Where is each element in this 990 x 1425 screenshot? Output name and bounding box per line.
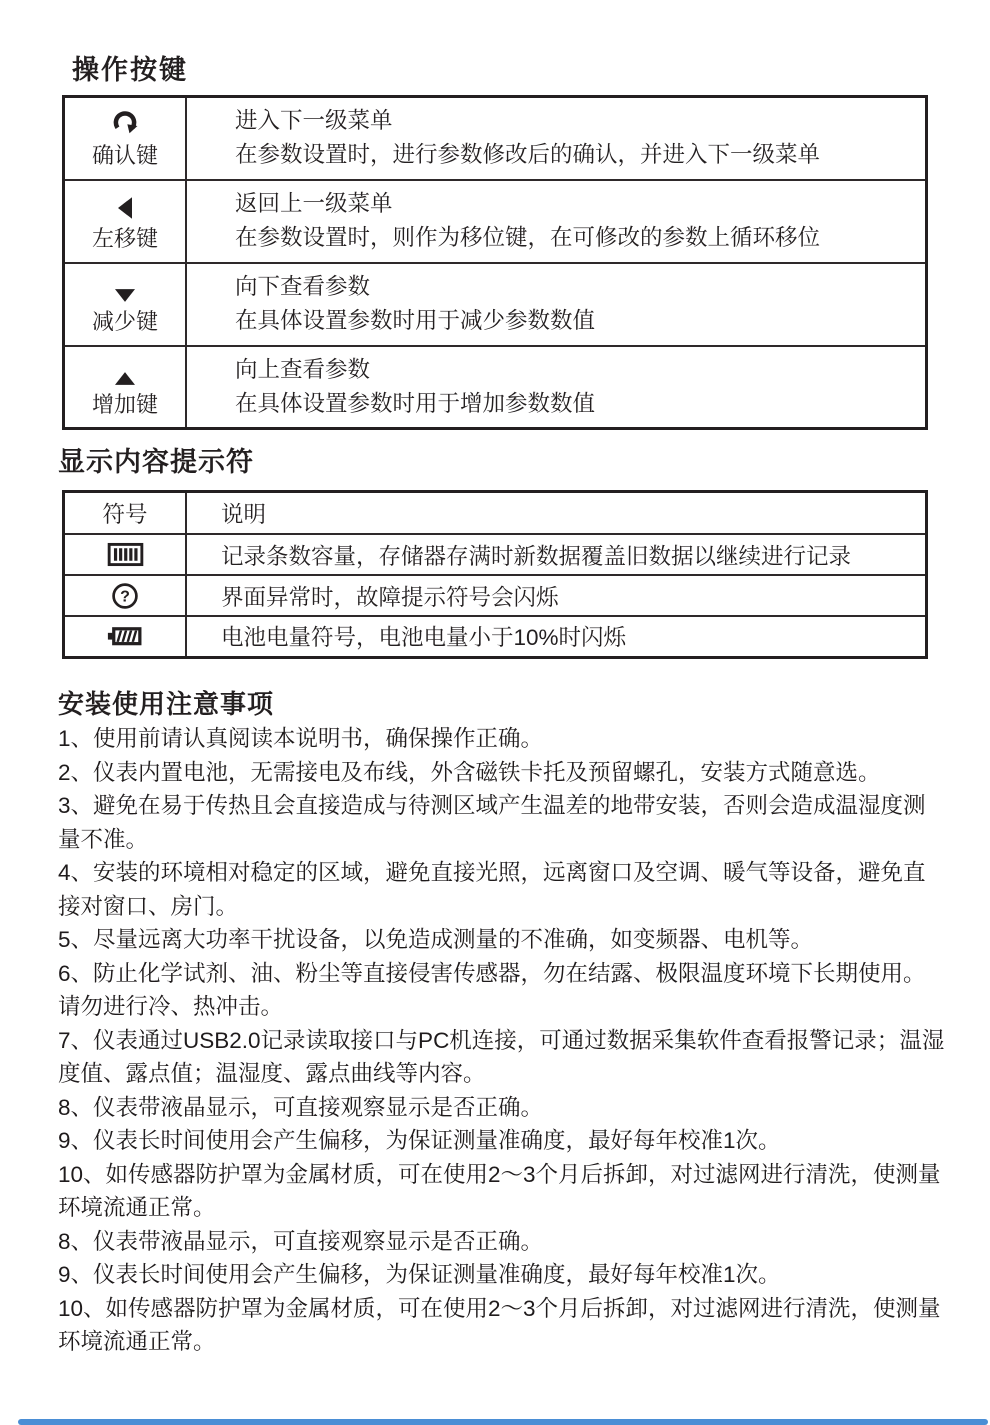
key-description-line-2: 在参数设置时，则作为移位键，在可修改的参数上循环移位 <box>235 225 821 250</box>
symbol-cell <box>64 575 187 616</box>
note-item: 4、安装的环境相对稳定的区域，避免直接光照，远离窗口及空调、暖气等设备，避免直接对窗口、房门。 <box>58 860 926 919</box>
key-cell <box>64 263 187 346</box>
note-item: 8、仪表带液晶显示，可直接观察显示是否正确。 <box>58 1094 544 1120</box>
key-cell <box>64 180 187 263</box>
key-description-line-2: 在具体设置参数时用于增加参数数值 <box>235 390 596 416</box>
table-header-row <box>64 492 927 535</box>
key-cell <box>64 97 187 180</box>
operation-keys-title: 操作按键 <box>72 55 188 85</box>
symbol-description-cell: 记录条数容量，存储器存满时新数据覆盖旧数据以继续进行记录 <box>186 534 927 575</box>
key-description-cell <box>186 180 927 263</box>
table-row <box>64 263 927 346</box>
description-column-header: 说明 <box>186 492 927 535</box>
left-triangle-icon <box>67 189 183 219</box>
note-item: 9、仪表长时间使用会产生偏移，为保证测量准确度，最好每年校准1次。 <box>58 1262 781 1287</box>
table-row <box>64 616 927 657</box>
key-description-cell <box>186 97 927 180</box>
display-symbols-table-body <box>64 492 927 658</box>
note-item: 10、如传感器防护罩为金属材质，可在使用2～3个月后拆卸，对过滤网进行清洗，使测量环境流通正常。 <box>58 1161 941 1220</box>
key-description-line-1: 返回上一级菜单 <box>235 190 393 216</box>
key-description-cell <box>186 346 927 429</box>
key-description-cell <box>186 263 927 346</box>
up-triangle-icon <box>67 355 183 385</box>
key-cell <box>64 346 187 429</box>
key-description-line-1: 向下查看参数 <box>235 273 371 299</box>
horizontal-scrollbar-thumb[interactable] <box>18 1419 988 1425</box>
installation-notes-list <box>58 722 946 1359</box>
table-row <box>64 346 927 429</box>
note-item: 8、仪表带液晶显示，可直接观察显示是否正确。 <box>58 1228 544 1254</box>
symbol-cell <box>64 616 187 657</box>
note-item: 5、尽量远离大功率干扰设备，以免造成测量的不准确，如变频器、电机等。 <box>58 927 814 952</box>
note-item: 6、防止化学试剂、油、粉尘等直接侵害传感器，勿在结露、极限温度环境下长期使用。请勿进行冷、热冲击。 <box>58 960 926 1019</box>
question-mark-icon <box>67 582 183 610</box>
key-label: 增加键 <box>91 391 158 417</box>
note-item: 3、避免在易于传热且会直接造成与待测区域产生温差的地带安装，否则会造成温湿度测量不准。 <box>58 793 926 852</box>
key-description-line-2: 在具体设置参数时用于减少参数数值 <box>235 308 596 333</box>
symbol-description-cell: 界面异常时，故障提示符号会闪烁 <box>186 575 927 616</box>
key-label: 确认键 <box>91 143 158 169</box>
display-symbols-title: 显示内容提示符 <box>58 447 254 477</box>
note-item: 2、仪表内置电池，无需接电及布线，外含磁铁卡托及预留螺孔，安装方式随意选。 <box>58 759 881 785</box>
symbol-cell <box>64 534 187 575</box>
installation-notes-title: 安装使用注意事项 <box>58 689 275 719</box>
symbol-column-header: 符号 <box>64 492 187 535</box>
table-row <box>64 575 927 616</box>
note-item: 7、仪表通过USB2.0记录读取接口与PC机连接，可通过数据采集软件查看报警记录；温湿度值、露点值；温湿度、露点曲线等内容。 <box>58 1027 945 1086</box>
battery-icon <box>67 624 183 648</box>
memory-capacity-icon <box>67 542 183 567</box>
key-description-line-1: 向上查看参数 <box>235 356 371 382</box>
table-row <box>64 97 927 180</box>
table-row <box>64 534 927 575</box>
svg-text:?: ? <box>120 587 130 606</box>
note-item: 10、如传感器防护罩为金属材质，可在使用2～3个月后拆卸，对过滤网进行清洗，使测量环境流通正常。 <box>58 1295 941 1354</box>
key-description-line-2: 在参数设置时，进行参数修改后的确认，并进入下一级菜单 <box>235 142 821 168</box>
confirm-rotate-icon <box>67 106 183 136</box>
key-description-line-1: 进入下一级菜单 <box>235 108 393 134</box>
operation-keys-table-body <box>64 97 927 429</box>
operation-keys-table <box>62 95 928 430</box>
table-row <box>64 180 927 263</box>
key-label: 减少键 <box>91 309 158 334</box>
down-triangle-icon <box>67 272 183 302</box>
key-label: 左移键 <box>91 226 158 251</box>
note-item: 9、仪表长时间使用会产生偏移，为保证测量准确度，最好每年校准1次。 <box>58 1128 781 1153</box>
display-symbols-table <box>62 490 928 659</box>
symbol-description-cell: 电池电量符号，电池电量小于10%时闪烁 <box>186 616 927 657</box>
note-item: 1、使用前请认真阅读本说明书，确保操作正确。 <box>58 726 544 751</box>
